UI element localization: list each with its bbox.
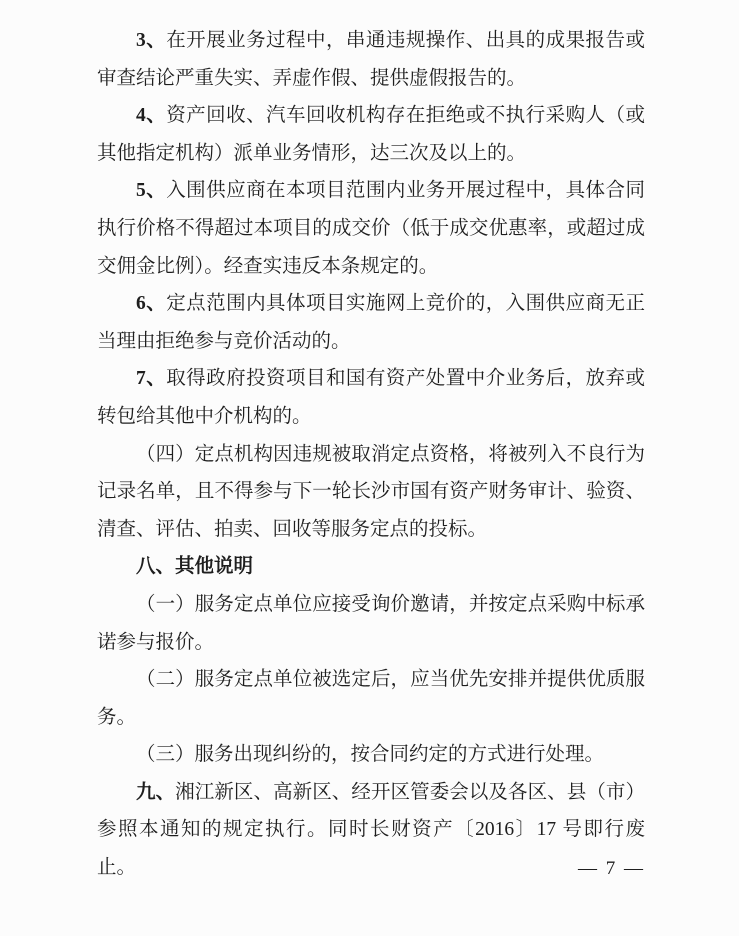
document-body: [97, 22, 645, 887]
paragraph-item-jiu: [97, 774, 645, 887]
paragraph-item-7: [97, 360, 645, 435]
paragraph-text: 资产回收、汽车回收机构存在拒绝或不执行采购人（或其他指定机构）派单业务情形，达三次及以上的。: [97, 105, 645, 164]
item-number-7: 7、: [136, 368, 167, 390]
item-number-3: 3、: [136, 30, 167, 51]
section-heading-ba: [97, 548, 645, 586]
paragraph-item-3: [97, 22, 645, 97]
item-number-5: 5、: [136, 180, 167, 202]
paragraph-item-4: [97, 97, 645, 172]
page-number: — 7 —: [578, 858, 645, 879]
paragraph-item-san: [97, 736, 645, 774]
paragraph-text: 定点范围内具体项目实施网上竞价的，入围供应商无正当理由拒绝参与竞价活动的。: [97, 293, 645, 352]
paragraph-text: （四）定点机构因违规被取消定点资格，将被列入不良行为记录名单，且不得参与下一轮长沙市国有资产财务审计、验资、清查、评估、拍卖、回收等服务定点的投标。: [97, 443, 645, 540]
paragraph-text: 取得政府投资项目和国有资产处置中介业务后，放弃或转包给其他中介机构的。: [97, 368, 645, 427]
paragraph-item-6: [97, 285, 645, 360]
paragraph-item-si: [97, 436, 645, 549]
paragraph-text: 湘江新区、高新区、经开区管委会以及各区、县（市）参照本通知的规定执行。同时长财资产〔2016〕17 号即行废止。: [97, 781, 645, 879]
paragraph-item-5: [97, 172, 645, 285]
paragraph-text: （二）服务定点单位被选定后，应当优先安排并提供优质服务。: [97, 669, 645, 728]
paragraph-text: 在开展业务过程中，串通违规操作、出具的成果报告或审查结论严重失实、弄虚作假、提供虚假报告的。: [97, 30, 645, 89]
paragraph-text: 入围供应商在本项目范围内业务开展过程中，具体合同执行价格不得超过本项目的成交价（低于成交优惠率，或超过成交佣金比例）。经查实违反本条规定的。: [97, 180, 645, 277]
paragraph-item-yi: [97, 586, 645, 661]
paragraph-text: （一）服务定点单位应接受询价邀请，并按定点采购中标承诺参与报价。: [97, 593, 645, 653]
heading-text: 八、其他说明: [136, 555, 254, 578]
paragraph-text: （三）服务出现纠纷的，按合同约定的方式进行处理。: [136, 744, 605, 766]
paragraph-item-er: [97, 661, 645, 736]
item-number-4: 4、: [136, 105, 167, 127]
item-number-jiu: 九、: [136, 780, 176, 803]
item-number-6: 6、: [136, 293, 167, 315]
